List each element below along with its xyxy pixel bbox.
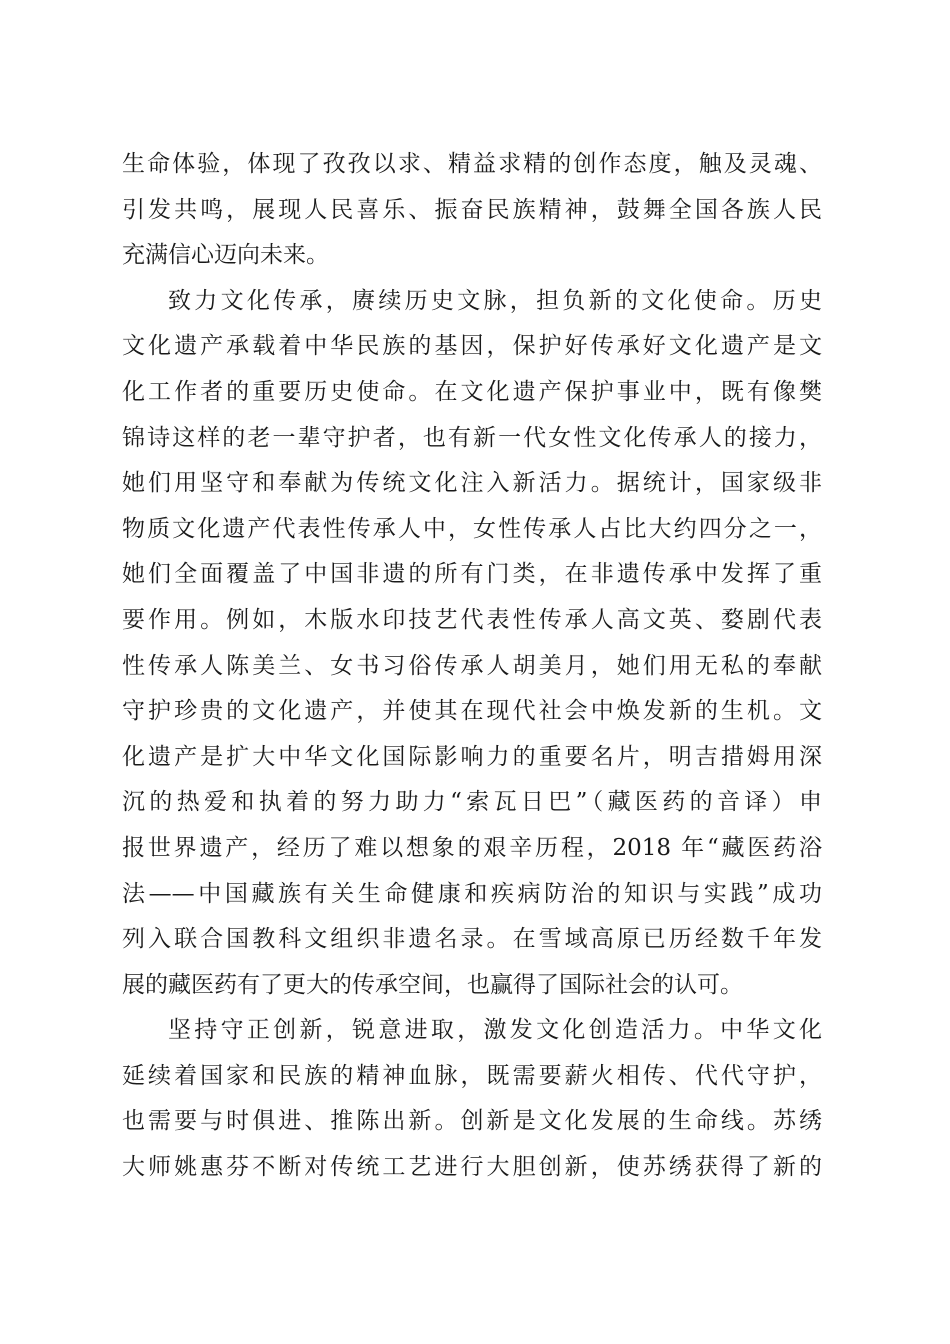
text-line: 引发共鸣，展现人民喜乐、振奋民族精神，鼓舞全国各族人民 [122, 196, 822, 223]
text-line: 坚持守正创新，锐意进取，激发文化创造活力。中华文化 [168, 1017, 822, 1044]
text-line: 锦诗这样的老一辈守护者，也有新一代女性文化传承人的接力， [122, 424, 822, 451]
text-line: 性传承人陈美兰、女书习俗传承人胡美月，她们用无私的奉献 [122, 652, 822, 679]
text-line: 致力文化传承，赓续历史文脉，担负新的文化使命。历史 [168, 287, 822, 314]
text-line: 列入联合国教科文组织非遗名录。在雪域高原已历经数千年发 [122, 926, 822, 953]
text-line: 延续着国家和民族的精神血脉，既需要薪火相传、代代守护， [122, 1062, 822, 1089]
text-line: 大师姚惠芬不断对传统工艺进行大胆创新，使苏绣获得了新的 [122, 1154, 822, 1181]
text-line: 生命体验，体现了孜孜以求、精益求精的创作态度，触及灵魂、 [122, 151, 822, 177]
text-line: 沉的热爱和执着的努力助力“索瓦日巴”（藏医药的音译）申 [122, 789, 822, 816]
text-line: 也需要与时俱进、推陈出新。创新是文化发展的生命线。苏绣 [122, 1108, 822, 1135]
paragraph-3 [122, 1008, 822, 1190]
text-line: 她们用坚守和奉献为传统文化注入新活力。据统计，国家级非 [122, 470, 822, 497]
text-line: 化工作者的重要历史使命。在文化遗产保护事业中，既有像樊 [122, 378, 822, 405]
text-line: 要作用。例如，木版水印技艺代表性传承人高文英、婺剧代表 [122, 606, 822, 633]
text-line: 守护珍贵的文化遗产，并使其在现代社会中焕发新的生机。文 [122, 698, 822, 725]
text-line: 她们全面覆盖了中国非遗的所有门类，在非遗传承中发挥了重 [122, 561, 822, 588]
paragraph-2 [122, 279, 822, 1009]
text-line: 文化遗产承载着中华民族的基因，保护好传承好文化遗产是文 [122, 333, 822, 360]
document-body [122, 142, 822, 1191]
text-line: 报世界遗产，经历了难以想象的艰辛历程，2018 年“藏医药浴 [122, 834, 822, 861]
text-line: 物质文化遗产代表性传承人中，女性传承人占比大约四分之一， [122, 515, 822, 542]
text-line: 化遗产是扩大中华文化国际影响力的重要名片，明吉措姆用深 [122, 743, 822, 770]
paragraph-1 [122, 142, 822, 279]
text-line: 充满信心迈向未来。 [122, 242, 329, 269]
text-line: 法——中国藏族有关生命健康和疾病防治的知识与实践”成功 [122, 880, 822, 907]
text-line: 展的藏医药有了更大的传承空间，也赢得了国际社会的认可。 [122, 971, 743, 998]
